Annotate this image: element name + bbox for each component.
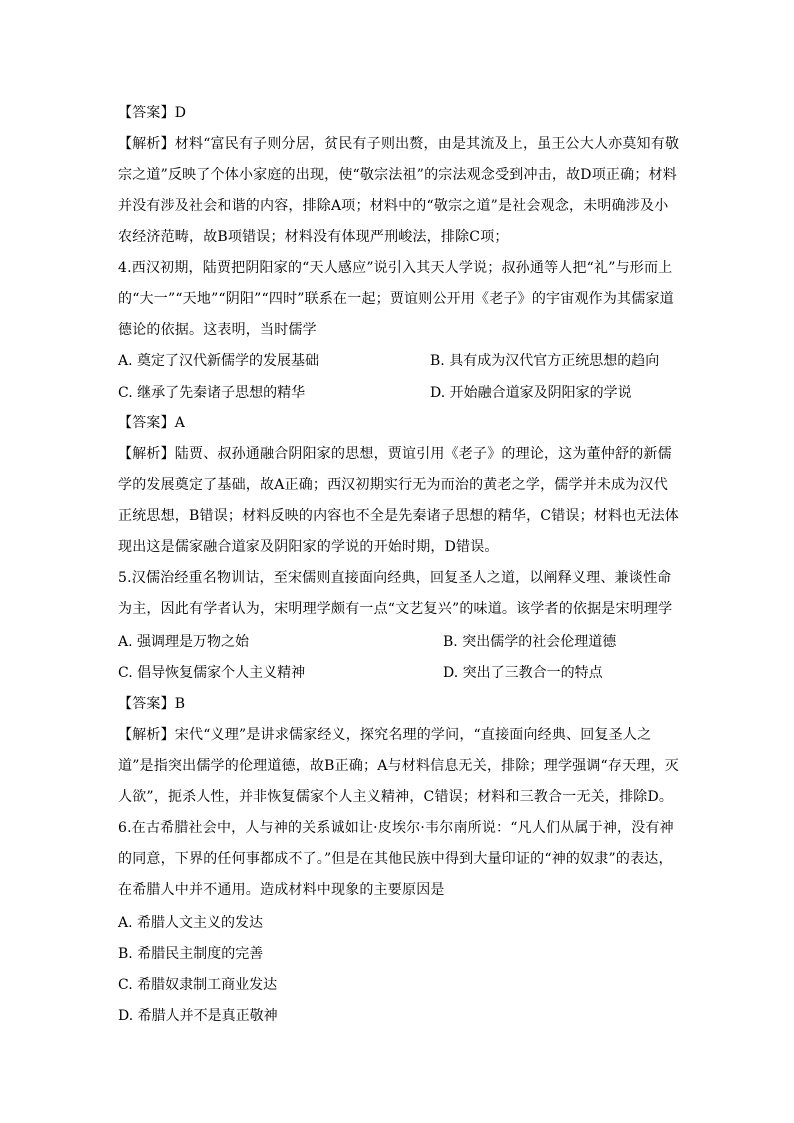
q6-option-a: A. 希腊人文主义的发达 [118, 915, 264, 931]
q3-analysis: 【解析】材料“富民有子则分居，贫民有子则出赘，由是其流及上，虽王公大人亦莫知有敬宗之道”反映了个体小家庭的出现，使“敬宗法祖”的宗法观念受到冲击，故D项正确；材料并没有涉及社会和谐的内容，排除A项；材料中的“敬宗之道”是社会观念，未明确涉及小农经济范畴，故B项错误；材料没有体现严刑峻法，排除C项； [118, 136, 680, 245]
q4-analysis: 【解析】陆贾、叔孙通融合阴阳家的思想，贾谊引用《老子》的理论，这为董仲舒的新儒学的发展奠定了基础，故A正确；西汉初期实行无为而治的黄老之学，儒学并未成为汉代正统思想，B错误；材料反映的内容也不全是先秦诸子思想的精华，C错误；材料也无法体现出这是儒家融合道家及阴阳家的学说的开始时期，D错误。 [118, 446, 679, 555]
q5-option-a: A. 强调理是万物之始 [118, 634, 250, 650]
q6-option-d: D. 希腊人并不是真正敬神 [118, 1008, 278, 1024]
q6-option-b: B. 希腊民主制度的完善 [118, 946, 264, 962]
q6-option-c: C. 希腊奴隶制工商业发达 [118, 977, 278, 993]
q5-question: 5.汉儒治经重名物训诂，至宋儒则直接面向经典，回复圣人之道，以阐释义理、兼谈性命为主，因此有学者认为，宋明理学颇有一点“文艺复兴”的味道。该学者的依据是宋明理学 [118, 570, 673, 617]
q5-option-d: D. 突出了三教合一的特点 [443, 665, 603, 681]
q6-question: 6.在古希腊社会中，人与神的关系诚如让·皮埃尔·韦尔南所说：“凡人们从属于神，没有神的同意，下界的任何事都成不了。”但是在其他民族中得到大量印证的“神的奴隶”的表达，在希腊人中并不通用。造成材料中现象的主要原因是 [118, 820, 674, 898]
q4-option-b: B. 具有成为汉代官方正统思想的趋向 [430, 353, 660, 369]
q4-option-c: C. 继承了先秦诸子思想的精华 [118, 385, 306, 401]
q4-question: 4.西汉初期，陆贾把阴阳家的“天人感应”说引入其天人学说；叔孙通等人把“礼”与形而上的“大一”“天地”“阴阳”“四时”联系在一起；贾谊则公开用《老子》的宇宙观作为其儒家道德论的依据。这表明，当时儒学 [118, 260, 674, 338]
q5-option-c: C. 倡导恢复儒家个人主义精神 [118, 665, 306, 681]
q4-option-d: D. 开始融合道家及阴阳家的学说 [430, 385, 632, 401]
q3-answer: 【答案】D [118, 105, 187, 121]
q5-option-b: B. 突出儒学的社会伦理道德 [443, 634, 617, 650]
q4-option-a: A. 奠定了汉代新儒学的发展基础 [118, 353, 320, 369]
q5-analysis: 【解析】宋代“义理”是讲求儒家经义，探究名理的学问，“直接面向经典、回复圣人之道”是指突出儒学的伦理道德，故B正确；A与材料信息无关，排除；理学强调“存天理，灭人欲”，扼杀人性，并非恢复儒家个人主义精神，C错误；材料和三教合一无关，排除D。 [118, 727, 679, 805]
q5-answer: 【答案】B [118, 696, 186, 712]
q4-answer: 【答案】A [118, 415, 186, 431]
